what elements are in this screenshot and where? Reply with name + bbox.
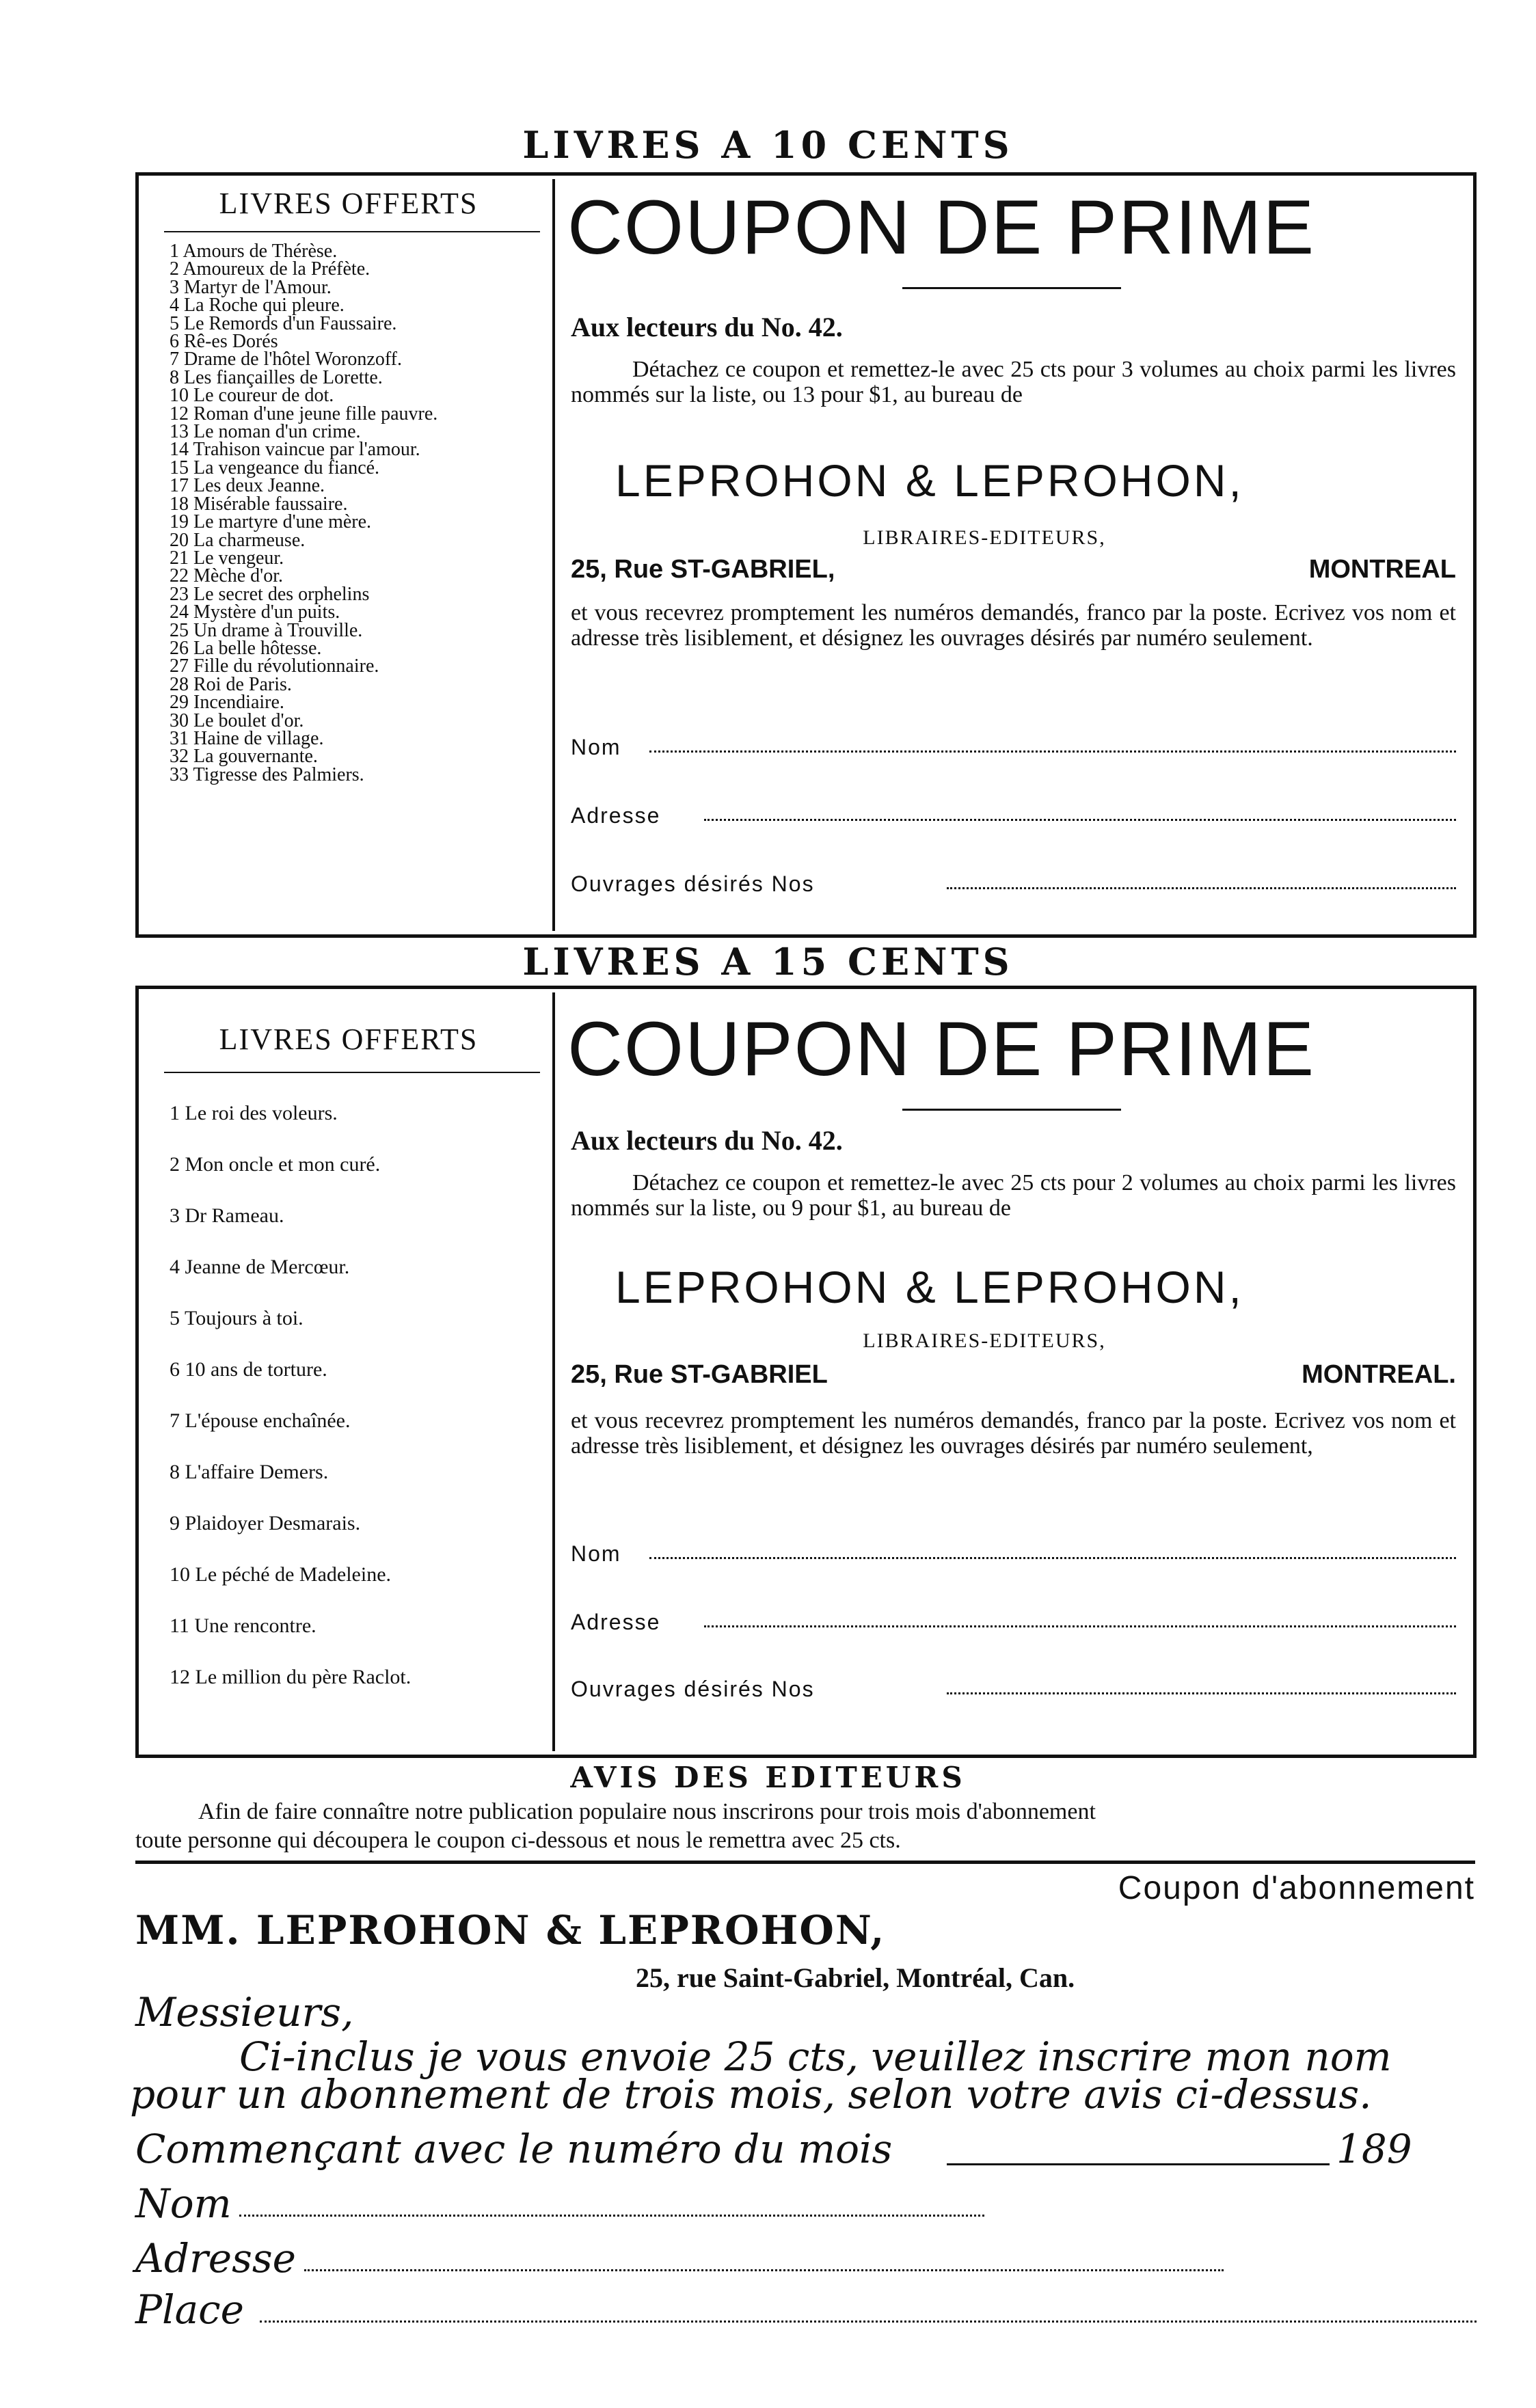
list-item: 15 La vengeance du fiancé. <box>170 457 380 478</box>
publisher-role: LIBRAIRES-EDITEURS, <box>863 1329 1106 1352</box>
list-item: 17 Les deux Jeanne. <box>170 475 325 497</box>
adresse-field-label: Adresse <box>571 803 661 828</box>
list-item: 20 La charmeuse. <box>170 529 306 551</box>
year-label: 189 <box>1336 2126 1412 2172</box>
coupon-title-rule <box>902 1109 1121 1111</box>
list-item: 6 10 ans de torture. <box>170 1358 327 1381</box>
nom-field[interactable] <box>239 2215 984 2217</box>
list-item: 31 Haine de village. <box>170 727 324 749</box>
list-title-rule <box>164 231 540 232</box>
list-item: 4 Jeanne de Mercœur. <box>170 1256 350 1278</box>
nom-label: Nom <box>135 2180 232 2227</box>
list-item: 10 Le coureur de dot. <box>170 385 334 407</box>
column-divider <box>552 992 555 1751</box>
publisher-city: MONTREAL. <box>1302 1360 1456 1389</box>
list-item: 26 La belle hôtesse. <box>170 637 322 659</box>
books-list-title: LIVRES OFFERTS <box>219 187 479 220</box>
list-item: 7 Drame de l'hôtel Woronzoff. <box>170 349 402 370</box>
list-item: 25 Un drame à Trouville. <box>170 619 363 641</box>
coupon-title: COUPON DE PRIME <box>567 1006 1316 1092</box>
nom-field[interactable] <box>649 750 1456 753</box>
list-item: 33 Tigresse des Palmiers. <box>170 763 364 785</box>
adresse-field[interactable] <box>304 2269 1224 2271</box>
nom-field-label: Nom <box>571 735 621 759</box>
list-item: 1 Amours de Thérèse. <box>170 241 338 262</box>
ouvrages-field[interactable] <box>947 887 1456 889</box>
list-item: 23 Le secret des orphelins <box>170 583 370 605</box>
coupon-instructions: Détachez ce coupon et remettez-le avec 25 cts pour 3 volumes au choix parmi les livres nommés sur la liste, ou 13 pour $1, au bureau de <box>571 357 1456 407</box>
publisher-street: 25, Rue ST-GABRIEL <box>571 1360 828 1389</box>
list-item: 12 Roman d'une jeune fille pauvre. <box>170 403 438 424</box>
list-item: 8 Les fiançailles de Lorette. <box>170 366 383 388</box>
column-divider <box>552 179 555 931</box>
list-item: 28 Roi de Paris. <box>170 673 292 695</box>
list-item: 22 Mèche d'or. <box>170 565 284 587</box>
salutation: Messieurs, <box>135 1989 354 2035</box>
body-line1: Ci-inclus je vous envoie 25 cts, veuillez inscrire mon nom <box>239 2033 1392 2080</box>
list-item: 5 Toujours à toi. <box>170 1307 304 1329</box>
list-item: 32 La gouvernante. <box>170 746 318 768</box>
adresse-field[interactable] <box>704 1625 1456 1627</box>
ouvrages-field[interactable] <box>947 1692 1456 1694</box>
list-item: 6 Rê-es Dorés <box>170 331 278 353</box>
month-field[interactable] <box>947 2163 1330 2165</box>
adresse-field[interactable] <box>704 819 1456 821</box>
list-item: 13 Le noman d'un crime. <box>170 421 361 443</box>
adresse-field-label: Adresse <box>571 1610 661 1634</box>
list-item: 2 Amoureux de la Préfète. <box>170 258 370 280</box>
list-item: 30 Le boulet d'or. <box>170 709 304 731</box>
cut-line <box>135 1861 1475 1864</box>
place-field[interactable] <box>260 2321 1477 2323</box>
readers-line: Aux lecteurs du No. 42. <box>571 1125 843 1156</box>
list-item: 14 Trahison vaincue par l'amour. <box>170 439 420 461</box>
coupon-closing: et vous recevrez promptement les numéros demandés, franco par la poste. Ecrivez vos nom et adresse très lisiblement, et désignez les ouvrages désirés par numéro seulement, <box>571 1408 1456 1459</box>
section-heading-10-cents: LIVRES A 10 CENTS <box>522 123 1014 167</box>
publisher-role: LIBRAIRES-EDITEURS, <box>863 526 1106 549</box>
publisher-name: LEPROHON & LEPROHON, <box>615 455 1244 506</box>
subscription-coupon-label: Coupon d'abonnement <box>1118 1870 1475 1906</box>
list-item: 4 La Roche qui pleure. <box>170 295 345 316</box>
books-list-15-cents <box>170 1102 552 1717</box>
list-item: 3 Martyr de l'Amour. <box>170 276 332 298</box>
list-item: 5 Le Remords d'un Faussaire. <box>170 312 397 334</box>
books-list-10-cents <box>170 243 552 784</box>
publisher-street: 25, Rue ST-GABRIEL, <box>571 555 835 584</box>
addressee-street: 25, rue Saint-Gabriel, Montréal, Can. <box>636 1962 1075 1993</box>
commencant-label: Commençant avec le numéro du mois <box>135 2126 893 2172</box>
place-label: Place <box>135 2286 244 2333</box>
list-item: 21 Le vengeur. <box>170 547 284 569</box>
nom-field[interactable] <box>649 1557 1456 1559</box>
avis-text-line2: toute personne qui découpera le coupon ci-dessous et nous le remettra avec 25 cts. <box>135 1828 901 1853</box>
list-item: 12 Le million du père Raclot. <box>170 1666 412 1688</box>
list-item: 7 L'épouse enchaînée. <box>170 1409 351 1432</box>
coupon-instructions: Détachez ce coupon et remettez-le avec 25 cts pour 2 volumes au choix parmi les livres nommés sur la liste, ou 9 pour $1, au bureau de <box>571 1170 1456 1221</box>
list-item: 8 L'affaire Demers. <box>170 1461 329 1483</box>
books-list-title: LIVRES OFFERTS <box>219 1023 479 1056</box>
coupon-closing: et vous recevrez promptement les numéros demandés, franco par la poste. Ecrivez vos nom et adresse très lisiblement, et désignez les ouvrages désirés par numéro seulement. <box>571 600 1456 651</box>
body-line2: pour un abonnement de trois mois, selon votre avis ci-dessus. <box>130 2071 1372 2118</box>
list-item: 2 Mon oncle et mon curé. <box>170 1153 381 1176</box>
coupon-title: COUPON DE PRIME <box>567 185 1316 270</box>
ouvrages-field-label: Ouvrages désirés Nos <box>571 871 815 896</box>
list-item: 18 Misérable faussaire. <box>170 493 348 515</box>
ouvrages-field-label: Ouvrages désirés Nos <box>571 1677 815 1701</box>
list-title-rule <box>164 1072 540 1073</box>
addressee: MM. LEPROHON & LEPROHON, <box>135 1907 886 1953</box>
list-item: 19 Le martyre d'une mère. <box>170 511 372 533</box>
avis-title: AVIS DES EDITEURS <box>570 1761 966 1794</box>
list-item: 29 Incendiaire. <box>170 692 284 714</box>
adresse-label: Adresse <box>135 2235 296 2282</box>
coupon-title-rule <box>902 287 1121 289</box>
list-item: 24 Mystère d'un puits. <box>170 601 340 623</box>
publisher-name: LEPROHON & LEPROHON, <box>615 1262 1244 1312</box>
list-item: 3 Dr Rameau. <box>170 1204 284 1227</box>
readers-line: Aux lecteurs du No. 42. <box>571 312 843 342</box>
list-item: 11 Une rencontre. <box>170 1614 316 1637</box>
publisher-city: MONTREAL <box>1308 555 1456 584</box>
section-heading-15-cents: LIVRES A 15 CENTS <box>522 940 1014 984</box>
nom-field-label: Nom <box>571 1541 621 1566</box>
avis-text-line1: Afin de faire connaître notre publication populaire nous inscrirons pour trois mois d'abonnement <box>198 1799 1096 1824</box>
list-item: 27 Fille du révolutionnaire. <box>170 655 379 677</box>
list-item: 1 Le roi des voleurs. <box>170 1102 338 1124</box>
list-item: 9 Plaidoyer Desmarais. <box>170 1512 361 1534</box>
list-item: 10 Le péché de Madeleine. <box>170 1563 392 1586</box>
